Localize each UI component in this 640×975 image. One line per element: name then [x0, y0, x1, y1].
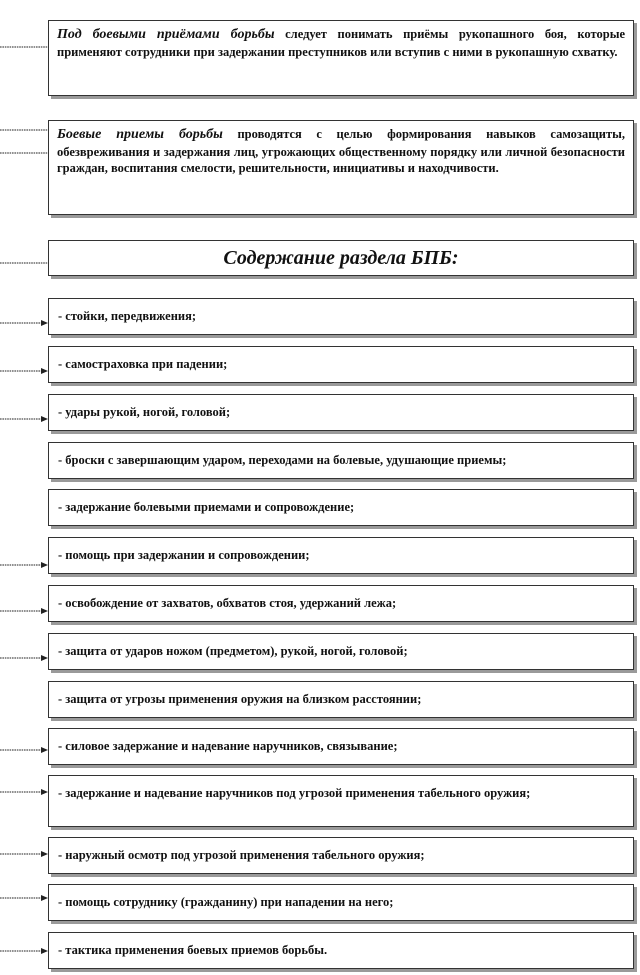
- definition-box: [48, 20, 634, 96]
- connector-arrow: [0, 366, 48, 376]
- connector-arrow: [0, 560, 48, 570]
- connector-arrow: [0, 653, 48, 663]
- list-item: - силовое задержание и надевание наручников, связывание;: [48, 728, 634, 765]
- connector-arrow: [0, 606, 48, 616]
- connector-arrow: [0, 787, 48, 797]
- list-item: - защита от угрозы применения оружия на близком расстоянии;: [48, 681, 634, 718]
- list-item: - стойки, передвижения;: [48, 298, 634, 335]
- connector-arrow: [0, 745, 48, 755]
- list-item: - помощь при задержании и сопровождении;: [48, 537, 634, 574]
- list-item: - задержание болевыми приемами и сопровождение;: [48, 489, 634, 526]
- list-item: - самостраховка при падении;: [48, 346, 634, 383]
- list-item: - задержание и надевание наручников под угрозой применения табельного оружия;: [48, 775, 634, 827]
- connector-line: [0, 125, 48, 135]
- connector-line: [0, 148, 48, 158]
- list-item: - тактика применения боевых приемов борьбы.: [48, 932, 634, 969]
- list-item: - наружный осмотр под угрозой применения табельного оружия;: [48, 837, 634, 874]
- connector-arrow: [0, 414, 48, 424]
- list-item: - помощь сотруднику (гражданину) при нападении на него;: [48, 884, 634, 921]
- list-item: - удары рукой, ногой, головой;: [48, 394, 634, 431]
- list-item: - защита от ударов ножом (предметом), рукой, ногой, головой;: [48, 633, 634, 670]
- purpose-lead: Боевые приемы борьбы: [57, 127, 223, 142]
- list-item: - освобождение от захватов, обхватов стоя, удержаний лежа;: [48, 585, 634, 622]
- connector-arrow: [0, 893, 48, 903]
- purpose-box: [48, 120, 634, 215]
- purpose-text: проводятся с целью формирования навыков самозащиты, обезвреживания и задержания лиц, угрожающих общественному порядку или личной безопасности граждан, воспитания смелости, решительности, инициативы и находчивости.: [57, 127, 625, 176]
- connector-arrow: [0, 849, 48, 859]
- connector-line: [0, 42, 48, 52]
- definition-lead: Под боевыми приёмами борьбы: [57, 27, 275, 42]
- connector-arrow: [0, 318, 48, 328]
- list-item: - броски с завершающим ударом, переходами на болевые, удушающие приемы;: [48, 442, 634, 479]
- definition-text: следует понимать приёмы рукопашного боя, которые применяют сотрудники при задержании преступников или вступив с ними в рукопашную схватку.: [57, 27, 625, 60]
- section-title: Содержание раздела БПБ:: [48, 240, 634, 276]
- connector-arrow: [0, 946, 48, 956]
- connector-line: [0, 258, 48, 268]
